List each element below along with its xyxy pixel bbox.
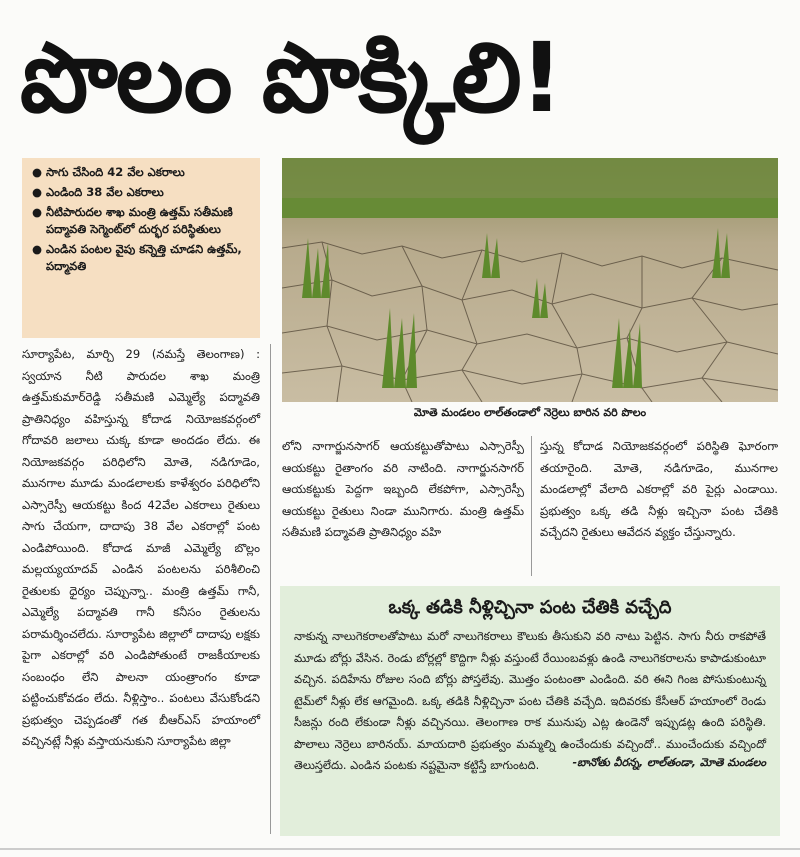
bullet-icon: ●	[32, 242, 43, 256]
highlight-item: ● నీటిపారుదల శాఖ మంత్రి ఉత్తమ్ సతీమణి పద్మావతి సెగ్మెంట్‌లో దుర్భర పరిస్థితులు	[32, 205, 233, 236]
article-column-1: సూర్యాపేట, మార్చి 29 (నమస్తే తెలంగాణ) : స్వయాన నీటి పారుదల శాఖ మంత్రి ఉత్తమ్‌కుమార్‌రెడ్డి సతీమణి ఎమ్మెల్యే పద్మావతి ప్రాతినిధ్యం వహిస్తున్న కోదాడ నియోజకవర్గంలో గోదావరి జలాలు చుక్క కూడా అందడం లేదు. ఈ నియోజకవర్గం పరిధిలోని మోతె, నడిగూడెం, మునగాల మూడు మండలాలకు కాళేశ్వరం పరిధిలోని ఎస్సారెస్పీ ఆయకట్టు కింద 42వేల ఎకరాలు రైతులు సాగు చేయగా, దాదాపు 38 వేల ఎకరాల్లో పంట ఎండిపోయింది. కోదాడ మాజీ ఎమ్మెల్యే బొల్లం మల్లయ్యయాదవ్ ఎండిన పంటలను పరిశీలించి రైతులకు ధైర్యం చెప్పున్నా.. మంత్రి ఉత్తమ్ గానీ, ఎమ్మెల్యే పద్మావతి గానీ కనీసం రైతులను పరామర్శించలేదు. సూర్యాపేట జిల్లాలో దాదాపు లక్షకు పైగా ఎకరాల్లో వరి ఎండిపోతుంటే రాజకీయాలకు సంబంధం లేని పాలనా యంత్రాంగం కూడా పట్టించుకోవడం లేదు. నీళ్లిస్తాం.. పంటలు వేసుకోండని ప్రభుత్వం చెప్పడంతో గత బీఆర్‌ఎస్ హయాంలో వచ్చినట్లే నీళ్లు వస్తాయనుకుని సూర్యాపేట జిల్లా	[22, 347, 260, 748]
highlight-item: ● ఎండింది 38 వేల ఎకరాలు	[32, 185, 164, 199]
highlight-item: ● సాగు చేసింది 42 వేల ఎకరాలు	[32, 165, 185, 179]
bullet-icon: ●	[32, 205, 43, 219]
quote-title: ఒక్క తడికి నీళ్లిచ్చినా పంట చేతికి వచ్చేది	[388, 597, 672, 618]
bullet-icon: ●	[32, 165, 43, 179]
highlights-box	[22, 158, 260, 338]
column-divider	[531, 436, 532, 576]
headline: పొలం పొక్కిలి!	[20, 22, 562, 134]
article-column-2: లోని నాగార్జునసాగర్ ఆయకట్టుతోపాటు ఎస్సారెస్పీ ఆయకట్టు రైతాంగం వరి నాటింది. నాగార్జునసాగర్ ఆయకట్టుకు పెద్దగా ఇబ్బంది లేకపోగా, ఎస్సారెస్పీ ఆయకట్టు రైతులు నిండా మునిగారు. మంత్రి ఉత్తమ్ సతీమణి పద్మావతి ప్రాతినిధ్యం వహి	[282, 439, 524, 539]
photo-caption: మోతె మండలం లాల్‌తండాలో నెర్రెలు బారిన వరి పొలం	[413, 406, 647, 419]
bottom-rule	[0, 848, 800, 850]
quote-body: నాకున్న నాలుగెకరాలతోపాటు మరో నాలుగెకరాలు కౌలుకు తీసుకుని వరి నాటు పెట్టిన. సాగు నీరు రాకపోతే మూడు బోర్లు వేసిన. రెండు బోర్లల్లో కొద్దిగా నీళ్లు వస్తుంటే రేయింబవళ్లు ఉండి నాలుగెకరాలను కాపాడుకుంటూ వచ్చిన. పదిహేను రోజుల సంది బోర్లు పోస్తలేవు. మొత్తం పంటంతా ఎండింది. వరి ఈని గింజ పోసుకుంటున్న టైమ్‌లో నీళ్లు లేక ఆగమైంది. ఒక్క తడికి నీళ్లిచ్చినా పంట చేతికి వచ్చేది. ఇదివరకు కేసీఆర్ హయాంలో రెండు సీజన్లు రంది లేకుండా నీళ్లు వచ్చినయి. తెలంగాణ రాక మునుపు ఎట్ల ఉండెనో ఇప్పుడట్ల ఉంది పరిస్థితి. పొలాలు నెర్రెలు బారినయ్. మాయదారి ప్రభుత్వం మమ్మల్ని ఉంచేందుకు వచ్చిందో.. ముంచేందుకు వచ్చిందో తెలుస్తలేదు. ఎండిన పంటకు నష్టమైనా కట్టిస్తే బాగుంటది.	[294, 629, 766, 772]
column-divider	[270, 344, 271, 834]
quote-signature: -బానోతు వీరన్న, లాల్‌తండా, మోతె మండలం	[572, 755, 766, 769]
article-column-3: స్తున్న కోదాడ నియోజకవర్గంలో పరిస్థితి ఘోరంగా తయారైంది. మోతె, నడిగూడెం, మునగాల మండలాల్లో వేలాది ఎకరాల్లో వరి పైర్లు ఎండాయి. ప్రభుత్వం ఒక్క తడి నీళ్లు ఇచ్చినా పంట చేతికి వచ్చేదని రైతులు ఆవేదన వ్యక్తం చేస్తున్నారు.	[540, 439, 778, 539]
cracked-paddy-field-photo	[282, 158, 778, 402]
farmer-quote-box	[280, 586, 780, 836]
bullet-icon: ●	[32, 185, 43, 199]
highlight-item: ● ఎండిన పంటల వైపు కన్నెత్తి చూడని ఉత్తమ్, పద్మావతి	[32, 242, 242, 273]
